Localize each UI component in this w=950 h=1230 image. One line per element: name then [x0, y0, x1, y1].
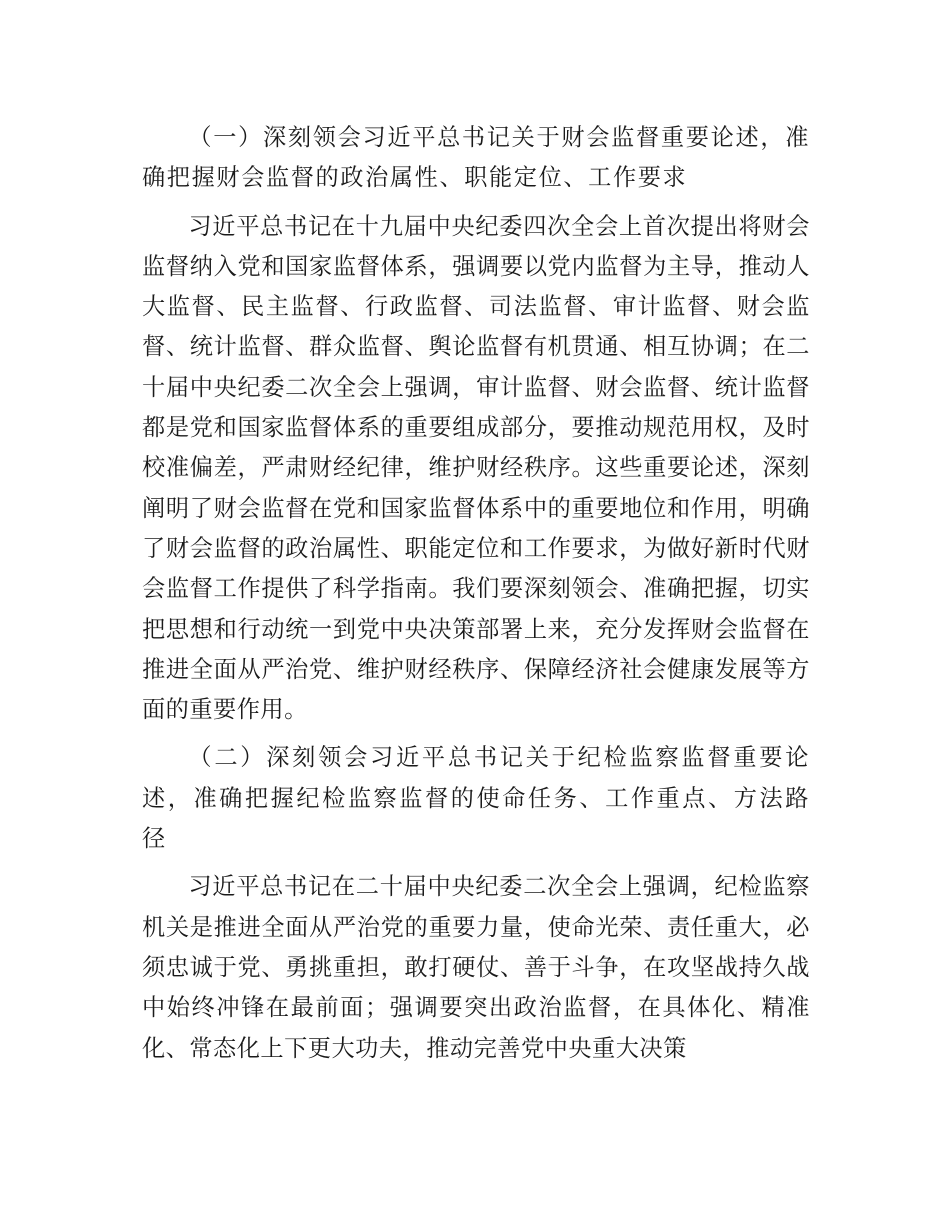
body-paragraph-2: 习近平总书记在二十届中央纪委二次全会上强调，纪检监察机关是推进全面从严治党的重要力量，使命光荣、责任重大，必须忠诚于党、勇挑重担，敢打硬仗、善于斗争，在攻坚战持久战中始终冲锋在最前面；强调要突出政治监督，在具体化、精准化、常态化上下更大功夫，推动完善党中央重大决策 — [142, 873, 810, 1062]
body-paragraph-1: 习近平总书记在十九届中央纪委四次全会上首次提出将财会监督纳入党和国家监督体系，强调要以党内监督为主导，推动人大监督、民主监督、行政监督、司法监督、审计监督、财会监督、统计监督、群众监督、舆论监督有机贯通、相互协调；在二十届中央纪委二次全会上强调，审计监督、财会监督、统计监督都是党和国家监督体系的重要组成部分，要推动规范用权，及时校准偏差，严肃财经纪律，维护财经秩序。这些重要论述，深刻阐明了财会监督在党和国家监督体系中的重要地位和作用，明确了财会监督的政治属性、职能定位和工作要求，为做好新时代财会监督工作提供了科学指南。我们要深刻领会、准确把握，切实把思想和行动统一到党中央决策部署上来，充分发挥财会监督在推进全面从严治党、维护财经秩序、保障经济社会健康发展等方面的重要作用。 — [142, 212, 810, 724]
section-heading-2: （二）深刻领会习近平总书记关于纪检监察监督重要论述，准确把握纪检监察监督的使命任务、工作重点、方法路径 — [142, 744, 810, 853]
section-heading-1: （一）深刻领会习近平总书记关于财会监督重要论述，准确把握财会监督的政治属性、职能定位、工作要求 — [142, 124, 810, 192]
document-body — [142, 118, 810, 1077]
